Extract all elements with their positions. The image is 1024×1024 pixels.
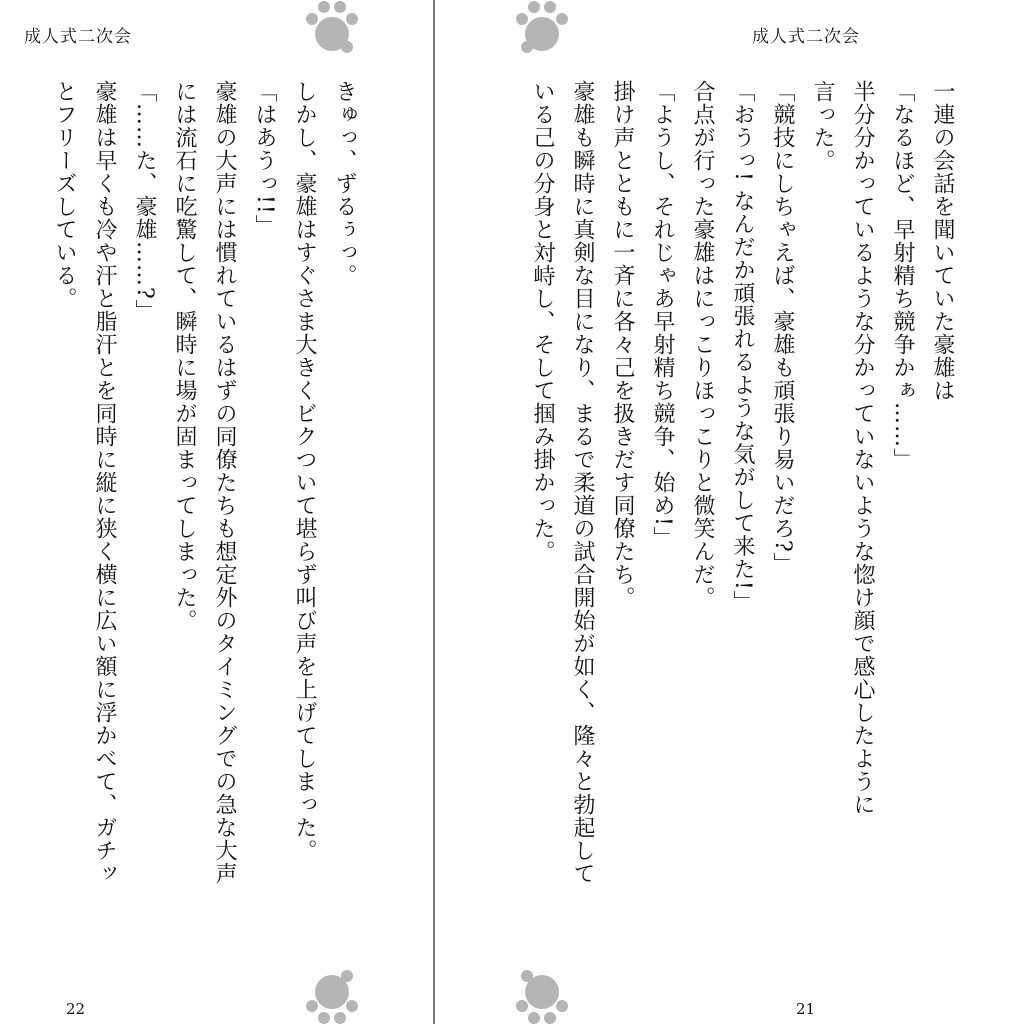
text-line: 「おうっ! なんだか頑張れるような気がして来た!」	[730, 80, 755, 614]
text-line: 「……た、豪雄……?」	[132, 80, 157, 323]
text-line: 「競技にしちゃえば、豪雄も頑張り易いだろ?」	[770, 80, 795, 576]
text-line: とフリーズしている。	[52, 80, 77, 310]
text-line: 一連の会話を聞いていた豪雄は	[930, 80, 955, 402]
text-line: 「はあうっ!!」	[252, 80, 277, 238]
text-line: 合点が行った豪雄はにっこりほっこりと微笑んだ。	[690, 80, 715, 609]
running-title: 成人式二次会	[24, 27, 132, 47]
text-line: 豪雄は早くも冷や汗と脂汗とを同時に縦に狭く横に広い額に浮かべて、ガチッ	[92, 80, 117, 885]
text-line: 豪雄も瞬時に真剣な目になり、まるで柔道の試合開始が如く、隆々と勃起して	[570, 80, 595, 885]
text-line: には流石に吃驚して、瞬時に場が固まってしまった。	[172, 80, 197, 632]
text-line: しかし、豪雄はすぐさま大きくビクついて堪らず叫び声を上げてしまった。	[292, 80, 317, 862]
text-line: 豪雄の大声には慣れているはずの同僚たちも想定外のタイミングでの急な大声	[212, 80, 237, 885]
text-line: きゅっ、ずるぅっ。	[332, 80, 357, 287]
paw-print-icon	[512, 968, 572, 1024]
paw-print-icon	[302, 0, 362, 56]
page-number: 22	[66, 1000, 86, 1018]
right-page	[436, 0, 1024, 1024]
text-line: いる己の分身と対峙し、そして掴み掛かった。	[530, 80, 555, 563]
body-text	[522, 80, 962, 960]
paw-print-icon	[512, 0, 572, 56]
left-page	[0, 0, 434, 1024]
text-line: 「なるほど、早射精ち競争かぁ……」	[890, 80, 915, 471]
running-title: 成人式二次会	[752, 27, 860, 47]
text-line: 言った。	[810, 80, 835, 172]
text-line: 「ようし、それじゃあ早射精ち競争、始め!」	[650, 80, 675, 550]
body-text	[44, 80, 364, 960]
text-line: 掛け声とともに一斉に各々己を扱きだす同僚たち。	[610, 80, 635, 609]
page-gutter-divider	[433, 0, 435, 1024]
paw-print-icon	[302, 968, 362, 1024]
text-line: 半分分かっているような分かっていないような惚け顔で感心したように	[850, 80, 875, 816]
page-number: 21	[796, 1000, 816, 1018]
